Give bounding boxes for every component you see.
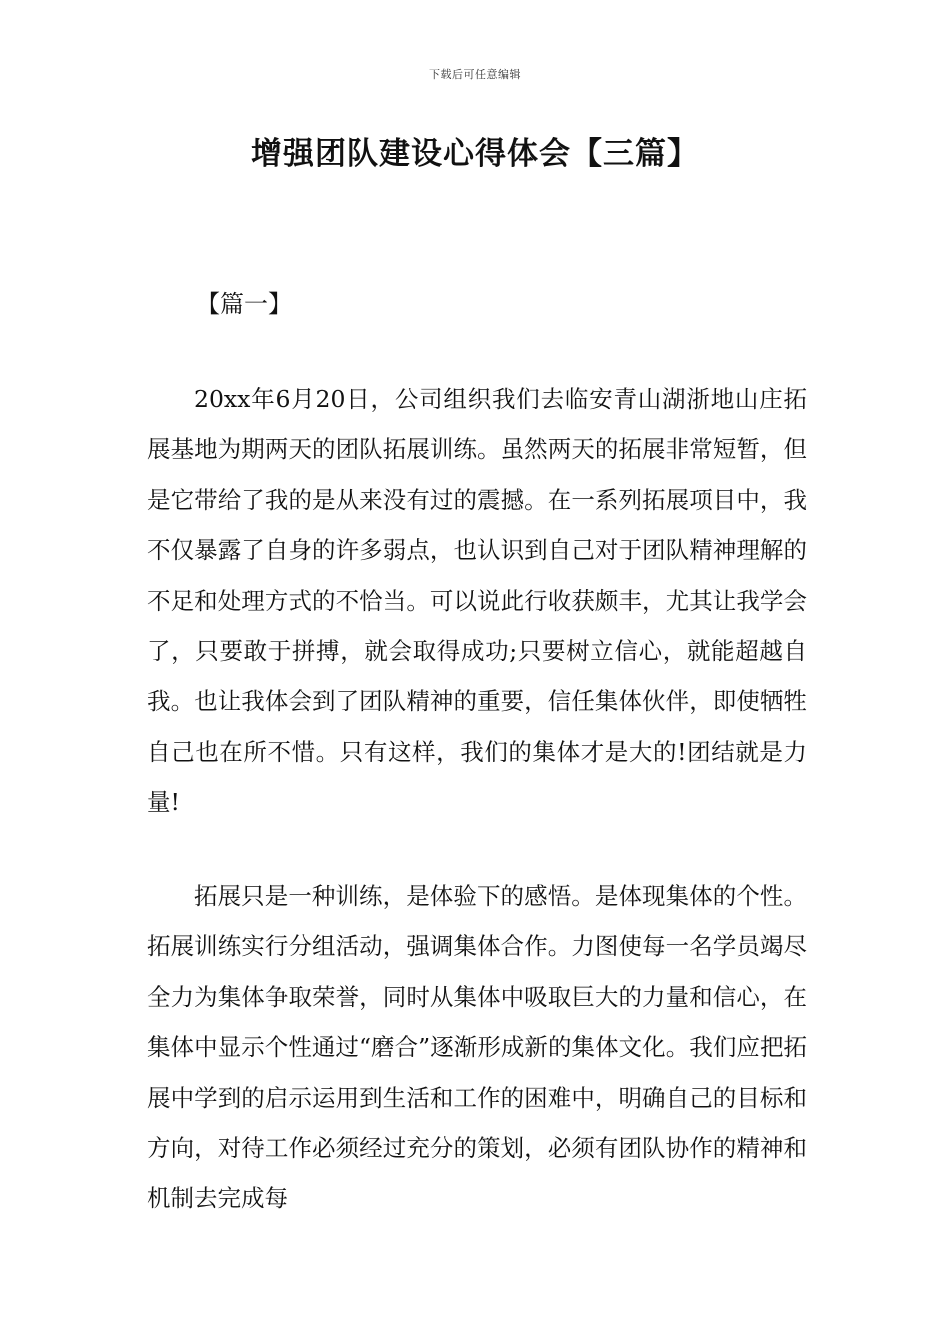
document-title: 增强团队建设心得体会【三篇】 bbox=[251, 136, 699, 172]
body-paragraph: 20xx年6月20日，公司组织我们去临安青山湖浙地山庄拓展基地为期两天的团队拓展训练。虽然两天的拓展非常短暂，但是它带给了我的是从来没有过的震撼。在一系列拓展项目中，我不仅暴露了自身的许多弱点，也认识到自己对于团队精神理解的不足和处理方式的不恰当。可以说此行收获颇丰，尤其让我学会了，只要敢于拼搏，就会取得成功;只要树立信心，就能超越自我。也让我体会到了团队精神的重要，信任集体伙伴，即使牺牲自己也在所不惜。只有这样，我们的集体才是大的!团结就是力量! bbox=[147, 385, 807, 817]
body-paragraph: 拓展只是一种训练，是体验下的感悟。是体现集体的个性。拓展训练实行分组活动，强调集体合作。力图使每一名学员竭尽全力为集体争取荣誉，同时从集体中吸取巨大的力量和信心，在集体中显示个性通过“磨合”逐渐形成新的集体文化。我们应把拓展中学到的启示运用到生活和工作的困难中，明确自己的目标和方向，对待工作必须经过充分的策划，必须有团队协作的精神和机制去完成每 bbox=[147, 882, 807, 1213]
section-heading: 【篇一】 bbox=[196, 290, 292, 318]
header-note: 下载后可任意编辑 bbox=[429, 68, 521, 81]
